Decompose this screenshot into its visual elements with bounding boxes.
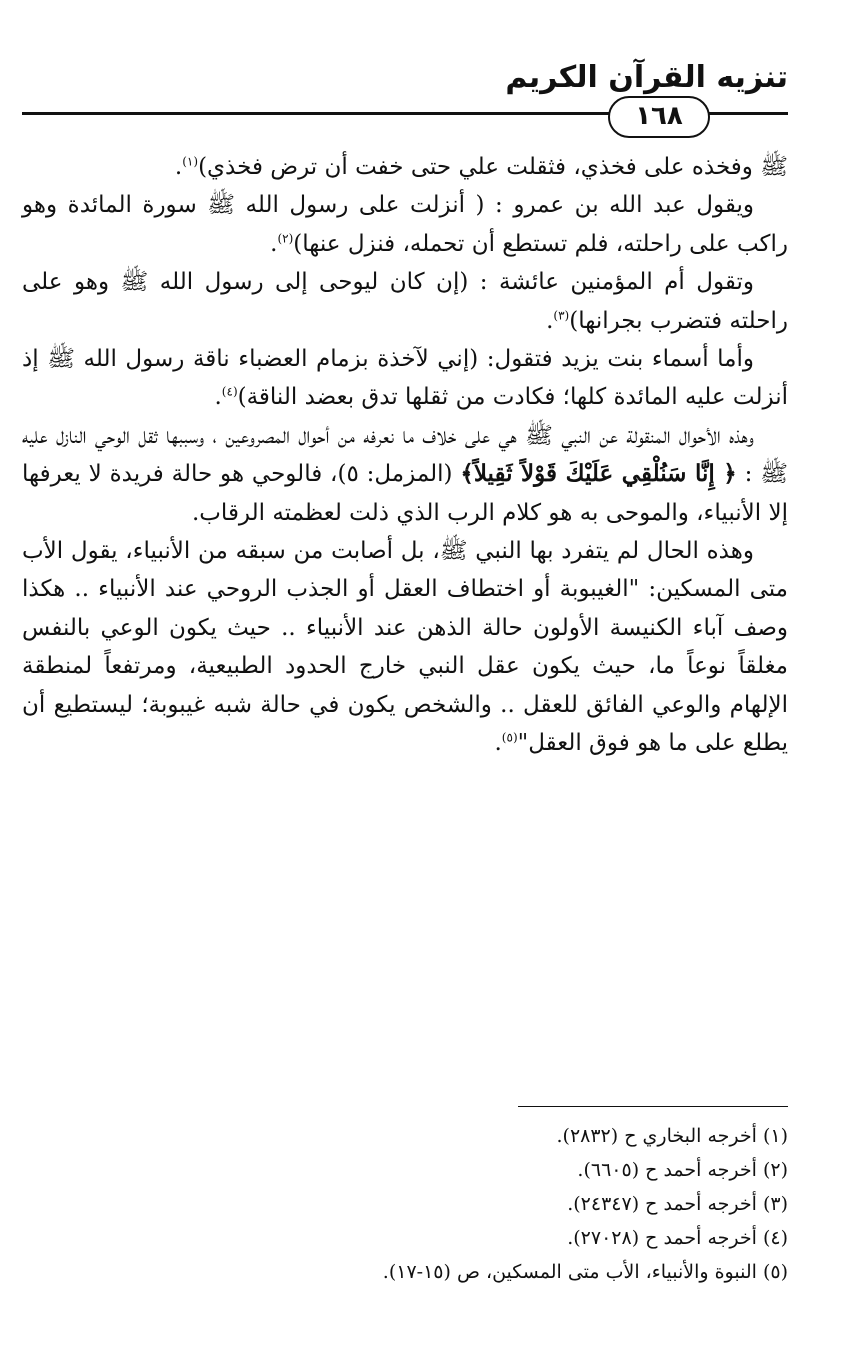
paragraph-states [22, 417, 788, 532]
paragraph-end: . [546, 307, 554, 334]
footnote-separator [518, 1106, 788, 1107]
paragraph-aisha [22, 263, 788, 340]
footnote-marker: (١) [182, 154, 199, 169]
paragraph-abdullah [22, 186, 788, 263]
footnotes [22, 1119, 788, 1289]
footnote-marker: (٥) [501, 730, 518, 745]
quran-verse: ﴿ إِنَّا سَنُلْقِي عَلَيْكَ قَوْلاً ثَقِيلاً﴾ [460, 460, 737, 488]
footnote-marker: (٤) [221, 384, 238, 399]
paragraph-prophets [22, 532, 788, 762]
paragraph-text: وأما أسماء بنت يزيد فتقول: (إني لآخذة بزمام العضباء ناقة رسول الله ﷺ إذ أنزلت عليه المائدة كلها؛ فكادت من ثقلها تدق بعضد الناقة) [22, 346, 788, 411]
page-number: ١٦٨ [608, 96, 710, 138]
paragraph-end: . [214, 384, 222, 411]
footnote-marker: (٢) [277, 231, 294, 246]
footnote-marker: (٣) [553, 307, 570, 322]
running-title: تنزيه القرآن الكريم [505, 60, 788, 95]
paragraph-text: وهذه الحال لم يتفرد بها النبي ﷺ، بل أصابت من سبقه من الأنبياء، يقول الأب متى المسكين: "الغيبوبة أو اختطاف العقل أو الجذب الروحي عند الأنبياء .. هكذا وصف آباء الكنيسة الأولون حالة الذهن عند الأنبياء .. حيث يكون الوعي بالنفس مغلقاً نوعاً ما، حيث يكون عقل النبي خارج الحدود الطبيعية، ومرتفعاً لمنطقة الإلهام والوعي الفائق للعقل .. والشخص يكون في حالة شبه غيبوبة؛ ليستطيع أن يطلع على ما هو فوق العقل" [22, 538, 788, 757]
footnote-5: (٥) النبوة والأنبياء، الأب متى المسكين، ص (١٥-١٧). [382, 1261, 788, 1283]
footnote-2: (٢) أخرجه أحمد ح (٦٦٠٥). [577, 1159, 788, 1181]
paragraph-end: . [174, 154, 183, 180]
footnote-3: (٣) أخرجه أحمد ح (٢٤٣٤٧). [567, 1193, 788, 1215]
paragraph-text: وهذه الأحوال المنقولة عن النبي ﷺ هي على خلاف ما نعرفه من أحوال المصروعين ، وسببها ثقل الوحي النازل عليه ﷺ : [22, 422, 789, 488]
paragraph-end: . [494, 730, 502, 757]
paragraph-asma [22, 340, 788, 417]
footnote-4: (٤) أخرجه أحمد ح (٢٧٠٢٨). [567, 1227, 788, 1249]
body-text [22, 148, 788, 763]
paragraph-text: ويقول عبد الله بن عمرو : ( أنزلت على رسول الله ﷺ سورة المائدة وهو راكب على راحلته، فلم تستطع أن تحمله، فنزل عنها) [22, 192, 788, 257]
footnote-1: (١) أخرجه البخاري ح (٢٨٣٢). [556, 1125, 788, 1147]
paragraph-text: وتقول أم المؤمنين عائشة : (إن كان ليوحى إلى رسول الله ﷺ وهو على راحلته فتضرب بجرانها) [22, 269, 788, 334]
paragraph-end: . [270, 230, 278, 257]
paragraph-continuation [22, 148, 788, 186]
paragraph-text-after: (المزمل: ٥)، فالوحي هو حالة فريدة لا يعرفها إلا الأنبياء، والموحى به هو كلام الرب الذي ذلت لعظمته الرقاب. [22, 461, 788, 526]
paragraph-text: ﷺ وفخذه على فخذي، فثقلت علي حتى خفت أن ترض فخذي) [198, 154, 788, 180]
